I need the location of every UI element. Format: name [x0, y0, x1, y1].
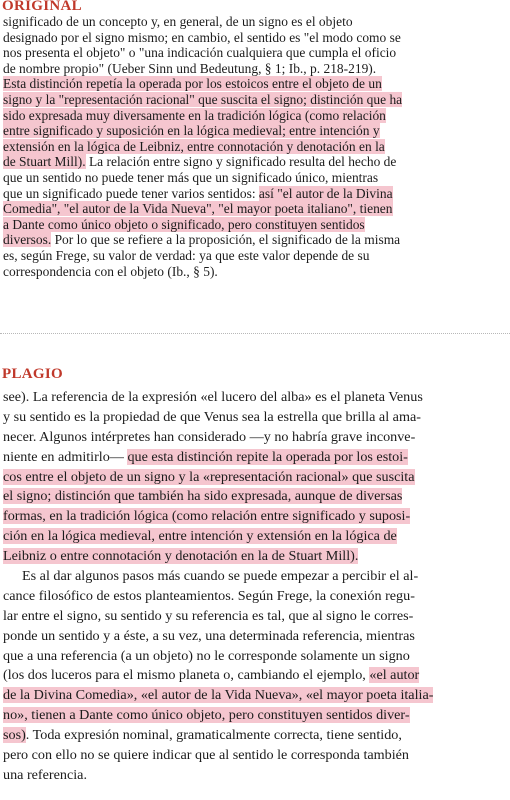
plagio-heading: PLAGIO [2, 366, 63, 382]
plagio-line [0, 766, 510, 786]
text-segment: correspondencia con el objeto (Ib., § 5). [3, 263, 218, 279]
original-line [0, 92, 510, 108]
highlighted-text: de Stuart Mill). [3, 154, 86, 170]
plagio-line [0, 627, 510, 647]
text-segment: designado por el signo mismo; en cambio, el sentido es "el modo como se [3, 29, 401, 45]
text-segment: . Toda expresión nominal, gramaticalmente correcta, tiene sentido, [25, 727, 402, 744]
plagio-line [0, 527, 510, 547]
text-segment: (los dos luceros para el mismo planeta o, cambiando el ejemplo, [3, 667, 370, 684]
highlighted-text: no», tienen a Dante como único objeto, pero constituyen sentidos diver- [3, 707, 410, 724]
original-line [0, 201, 510, 217]
text-segment: pero con ello no se quiere indicar que al sentido le corresponda también [3, 747, 410, 764]
plagio-line [0, 428, 510, 448]
text-segment: que un significado puede tener varios sentidos: [3, 185, 259, 201]
highlighted-text: sido expresada muy diversamente en la tradición lógica (como relación [3, 107, 386, 123]
highlighted-text: a Dante como único objeto o significado, pero constituyen sentidos [3, 216, 365, 232]
text-segment: una referencia. [3, 766, 87, 783]
original-line [0, 217, 510, 233]
original-text-block [0, 14, 510, 279]
text-segment: Es al dar algunos pasos más cuando se puede empezar a percibir el al- [22, 568, 419, 585]
text-segment: de nombre propio" (Ueber Sinn und Bedeutung, § 1; Ib., p. 218-219). [3, 60, 377, 76]
original-line [0, 170, 510, 186]
text-segment: see). La referencia de la expresión «el lucero del alba» es el planeta Venus [3, 389, 423, 405]
plagio-text-block [0, 388, 510, 786]
original-line [0, 139, 510, 155]
highlighted-text: sos) [3, 727, 26, 744]
text-segment: necer. Algunos intérpretes han considerado —y no habría grave inconve- [3, 428, 416, 445]
plagio-line [0, 408, 510, 428]
highlighted-text: cos entre el objeto de un signo y la «representación racional» que suscita [3, 468, 415, 485]
original-line [0, 30, 510, 46]
highlighted-text: «el autor [369, 667, 420, 684]
highlighted-text: Esta distinción repetía la operada por los estoicos entre el objeto de un [3, 76, 382, 92]
plagio-line [0, 746, 510, 766]
plagio-line [0, 686, 510, 706]
text-segment: niente en admitirlo— [3, 448, 128, 465]
text-segment: La relación entre signo y significado resulta del hecho de [85, 154, 397, 170]
highlighted-text: signo y la "representación racional" que suscita el signo; distinción que ha [3, 91, 403, 107]
plagio-line [0, 567, 510, 587]
plagio-line [0, 666, 510, 686]
highlighted-text: ción en la lógica medieval, entre intención y extensión en la lógica de [3, 528, 397, 545]
plagio-line [0, 468, 510, 488]
original-line [0, 123, 510, 139]
text-segment: y su sentido es la propiedad de que Venus sea la estrella que brilla al ama- [3, 408, 421, 425]
original-line [0, 108, 510, 124]
text-segment: lar entre el signo, su sentido y su referencia es tal, que al signo le corres- [3, 607, 414, 624]
original-line [0, 186, 510, 202]
highlighted-text: Comedia", "el autor de la Vida Nueva", "el mayor poeta italiano", tienen [3, 201, 393, 217]
original-line [0, 45, 510, 61]
highlighted-text: entre significado y suposición en la lógica medieval; entre intención y [3, 123, 380, 139]
text-segment: ponde un sentido y a éste, a su vez, una determinada referencia, mientras [3, 627, 415, 644]
plagio-line [0, 388, 510, 408]
plagio-line [0, 647, 510, 667]
plagio-line [0, 706, 510, 726]
original-line [0, 248, 510, 264]
highlighted-text: así "el autor de la Divina [258, 185, 393, 201]
section-divider [0, 333, 510, 334]
original-line [0, 14, 510, 30]
highlighted-text: extensión en la lógica de Leibniz, entre connotación y denotación en la [3, 138, 385, 154]
highlighted-text: Leibniz o entre connotación y denotación en la de Stuart Mill). [3, 548, 359, 565]
plagio-line [0, 726, 510, 746]
original-line [0, 76, 510, 92]
plagio-line [0, 607, 510, 627]
text-segment: que a una referencia (a un objeto) no le corresponde solamente un signo [3, 647, 410, 664]
original-line [0, 61, 510, 77]
plagio-line [0, 487, 510, 507]
highlighted-text: diversos. [3, 232, 52, 248]
original-heading: ORIGINAL [2, 0, 82, 14]
original-line [0, 154, 510, 170]
highlighted-text: formas, en la tradición lógica (como relación entre significado y suposi- [3, 508, 411, 525]
text-segment: nos presenta el objeto" o "una indicación cualquiera que cumpla el oficio [3, 45, 397, 61]
highlighted-text: de la Divina Comedia», «el autor de la Vida Nueva», «el mayor poeta italia- [3, 687, 434, 704]
highlighted-text: el signo; distinción que también ha sido expresada, aunque de diversas [3, 488, 403, 505]
text-segment: Por lo que se refiere a la proposición, el significado de la misma [51, 232, 401, 248]
original-line [0, 232, 510, 248]
plagio-line [0, 547, 510, 567]
plagio-line [0, 587, 510, 607]
text-segment: que un sentido no puede tener más que un significado único, mientras [3, 169, 379, 185]
original-line [0, 264, 510, 280]
plagio-line [0, 448, 510, 468]
highlighted-text: que esta distinción repite la operada por los estoi- [127, 448, 408, 465]
plagio-line [0, 507, 510, 527]
text-segment: significado de un concepto y, en general, de un signo es el objeto [3, 14, 353, 29]
text-segment: es, según Frege, su valor de verdad: ya que este valor depende de su [3, 247, 370, 263]
text-segment: cance filosófico de estos planteamientos. Según Frege, la conexión regu- [3, 587, 415, 604]
